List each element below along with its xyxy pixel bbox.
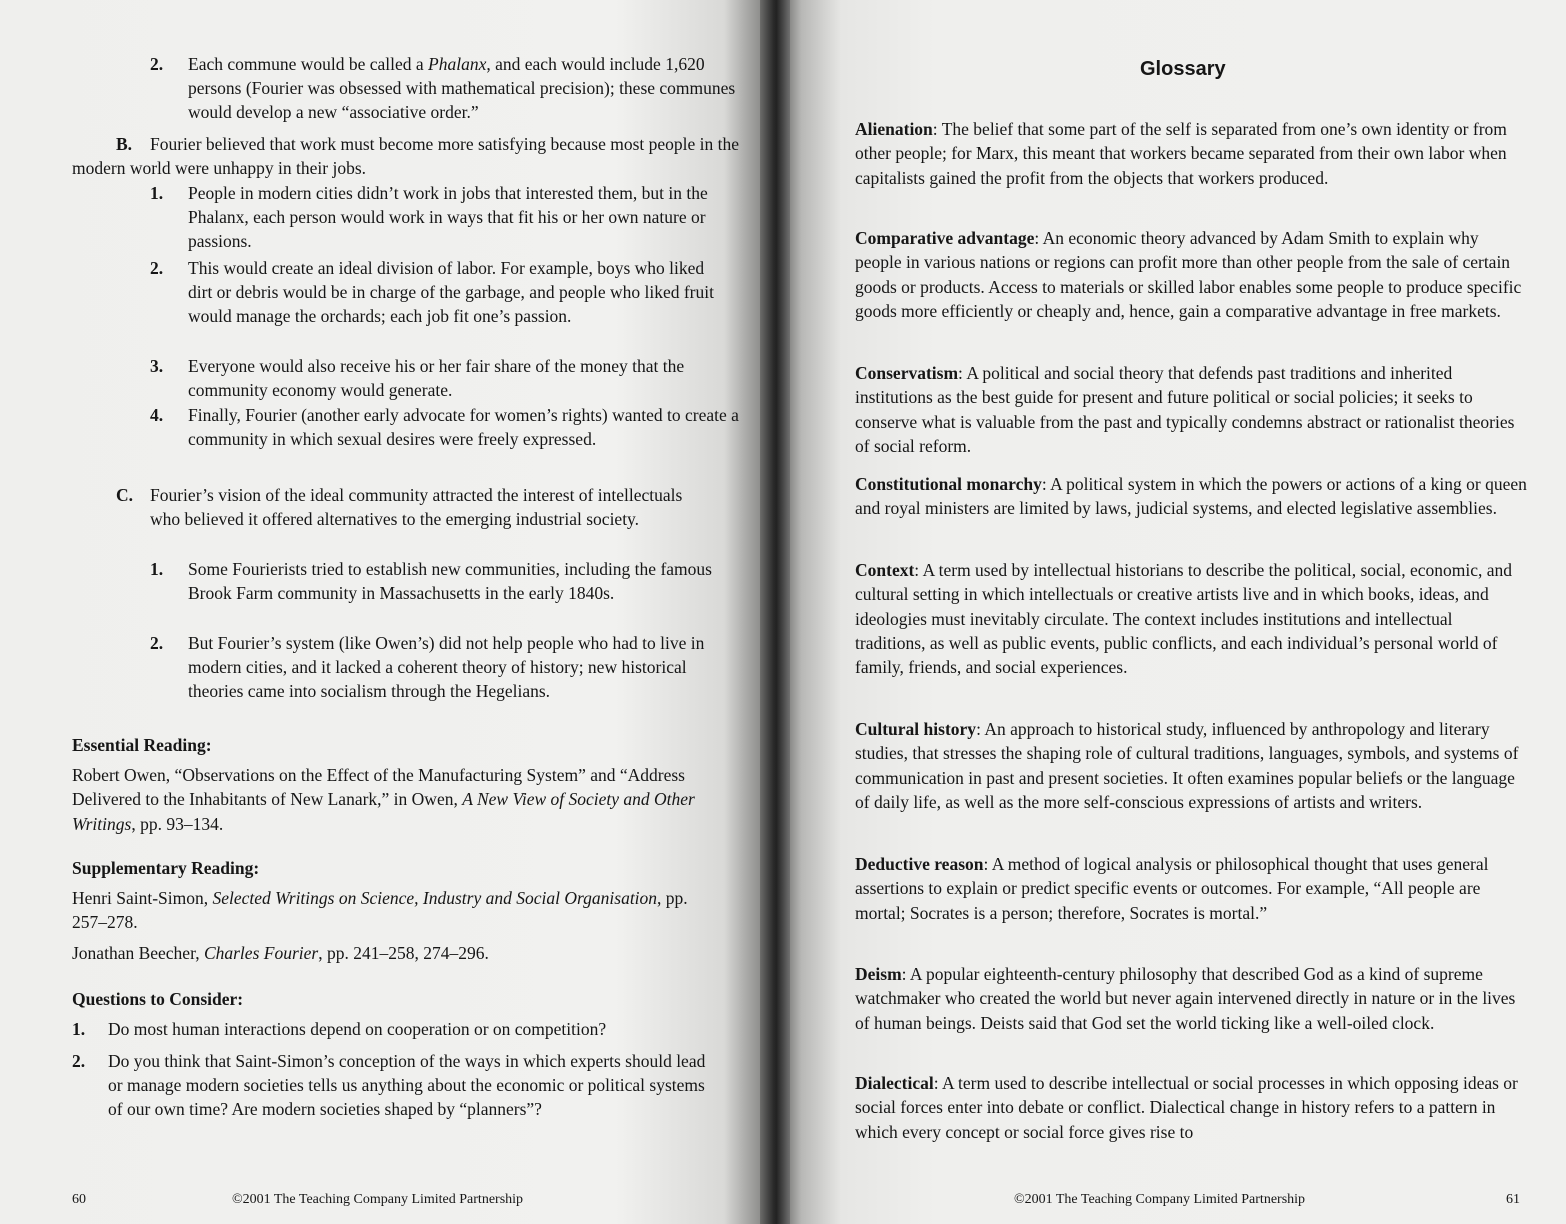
- supplementary-reading-2: Jonathan Beecher, Charles Fourier, pp. 241–258, 274–296.: [72, 943, 489, 963]
- left-page-number: 60: [72, 1192, 86, 1207]
- glossary-entry: Constitutional monarchy: A political system in which the powers or actions of a king or queen and royal ministers are limited by laws, judicial systems, and elected legislative assemblies.: [855, 474, 1527, 519]
- glossary-term: Conservatism: [855, 363, 959, 383]
- glossary-entry: Alienation: The belief that some part of the self is separated from one’s own identity or from other people; for Marx, this meant that workers became separated from their own labor when capitalists gained the profit from the objects that workers produced.: [855, 119, 1507, 188]
- glossary-term: Deism: [855, 964, 902, 984]
- outline-item-b: B. Fourier believed that work must become more satisfying because most people in the modern world were unhappy in their jobs.: [72, 134, 740, 179]
- outline-label: B.: [116, 134, 133, 154]
- essential-reading-text: Robert Owen, “Observations on the Effect of the Manufacturing System” and “Address Delivered to the Inhabitants of New Lanark,” in Owen, A New View of Society and Other Writings, pp. 93–134.: [72, 765, 695, 834]
- glossary-term: Deductive reason: [855, 854, 984, 874]
- outline-item: People in modern cities didn’t work in jobs that interested them, but in the Phalanx, each person would work in ways that fit his or her own nature or passions.: [188, 183, 708, 252]
- outline-label: 1.: [150, 183, 164, 203]
- outline-label: 2.: [150, 54, 164, 74]
- question-item: Do you think that Saint-Simon’s conception of the ways in which experts should lead or manage modern societies tells us anything about the economic or political systems of our own time? Are modern societies shaped by “planners”?: [108, 1051, 706, 1120]
- book-gutter: [760, 0, 790, 1224]
- outline-label: C.: [116, 485, 134, 505]
- glossary-term: Comparative advantage: [855, 228, 1035, 248]
- left-footer: ©2001 The Teaching Company Limited Partnership: [232, 1192, 524, 1207]
- supplementary-reading-1: Henri Saint-Simon, Selected Writings on Science, Industry and Social Organisation, pp. 257–278.: [72, 888, 688, 933]
- right-page-number: 61: [1506, 1192, 1520, 1207]
- glossary-term: Alienation: [855, 119, 933, 139]
- glossary-entry: Deism: A popular eighteenth-century philosophy that described God as a kind of supreme watchmaker who created the world but never again intervened directly in nature or in the lives of human beings. Deists said that God set the world ticking like a well-oiled clock.: [855, 964, 1516, 1033]
- essential-reading-heading: Essential Reading:: [72, 735, 212, 755]
- questions-heading: Questions to Consider:: [72, 989, 244, 1009]
- outline-item: Fourier’s vision of the ideal community attracted the interest of intellectuals who believed it offered alternatives to the emerging industrial society.: [150, 485, 683, 530]
- outline-item: Some Fourierists tried to establish new communities, including the famous Brook Farm community in Massachusetts in the early 1840s.: [188, 559, 712, 604]
- glossary-term: Constitutional monarchy: [855, 474, 1042, 494]
- outline-item: Everyone would also receive his or her fair share of the money that the community economy would generate.: [188, 356, 685, 401]
- glossary-term: Cultural history: [855, 719, 977, 739]
- outline-label: 4.: [150, 405, 164, 425]
- glossary-entry: Deductive reason: A method of logical analysis or philosophical thought that uses general assertions to explain or predict specific events or outcomes. For example, “All people are mortal; Socrates is a person; therefore, Socrates is mortal.”: [855, 854, 1489, 923]
- outline-item: But Fourier’s system (like Owen’s) did not help people who had to live in modern cities, and it lacked a coherent theory of history; new historical theories came into socialism through the Hegelians.: [188, 633, 705, 702]
- outline-item: Finally, Fourier (another early advocate for women’s rights) wanted to create a community in which sexual desires were freely expressed.: [188, 405, 739, 450]
- glossary-entry: Conservatism: A political and social theory that defends past traditions and inherited institutions as the best guide for present and future political or social policies; it seeks to conserve what is valuable from the past and typically condemns abstract or rationalist theories of social reform.: [855, 363, 1515, 456]
- glossary-entry: Cultural history: An approach to historical study, influenced by anthropology and literary studies, that stresses the shaping role of cultural traditions, languages, symbols, and systems of communication in past and present societies. It often examines popular beliefs or the language of daily life, as well as the more self-conscious expressions of artists and writers.: [855, 719, 1519, 812]
- outline-label: 2.: [150, 633, 164, 653]
- glossary-term: Dialectical: [855, 1073, 934, 1093]
- question-label: 2.: [72, 1051, 86, 1071]
- supplementary-reading-heading: Supplementary Reading:: [72, 858, 260, 878]
- outline-label: 2.: [150, 258, 164, 278]
- glossary-entry: Dialectical: A term used to describe intellectual or social processes in which opposing ideas or social forces enter into debate or conflict. Dialectical change in history refers to a pattern in which every concept or social force gives rise to: [855, 1073, 1518, 1142]
- outline-label: 1.: [150, 559, 164, 579]
- question-label: 1.: [72, 1019, 86, 1039]
- right-footer: ©2001 The Teaching Company Limited Partnership: [1014, 1192, 1306, 1207]
- question-item: Do most human interactions depend on cooperation or on competition?: [108, 1019, 607, 1039]
- outline-item: Each commune would be called a Phalanx, and each would include 1,620 persons (Fourier was obsessed with mathematical precision); these communes would develop a new “associative order.”: [188, 54, 736, 123]
- outline-item: This would create an ideal division of labor. For example, boys who liked dirt or debris would be in charge of the garbage, and people who liked fruit would manage the orchards; each job fit one’s passion.: [188, 258, 714, 327]
- glossary-title: Glossary: [1140, 58, 1226, 80]
- glossary-entry: Comparative advantage: An economic theory advanced by Adam Smith to explain why people in various nations or regions can profit more than other people from the sale of certain goods or products. Access to materials or skilled labor enables some people to produce specific goods more efficiently or cheaply and, hence, gain a comparative advantage in free markets.: [855, 228, 1522, 321]
- glossary-term: Context: [855, 560, 915, 580]
- glossary-entry: Context: A term used by intellectual historians to describe the political, social, economic, and cultural setting in which intellectuals or creative artists live and in which books, ideas, and ideologies must inevitably circulate. The context includes institutions and intellectual traditions, as well as public events, public conflicts, and each individual’s personal world of family, friends, and social experiences.: [855, 560, 1513, 678]
- outline-label: 3.: [150, 356, 164, 376]
